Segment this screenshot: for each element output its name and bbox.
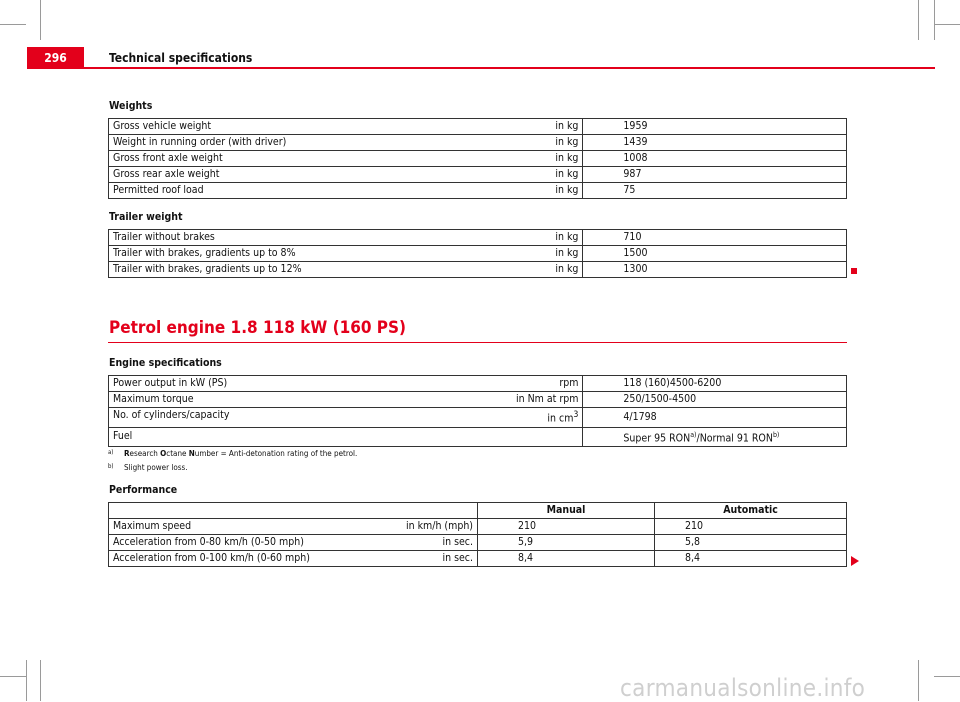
row-unit: in sec. (442, 552, 473, 564)
fuel-value-a: Super 95 RON (623, 432, 691, 444)
footnote-text: Slight power loss. (124, 463, 188, 472)
crop-mark (934, 0, 935, 40)
row-unit: in cm (547, 412, 574, 425)
engine-heading: Engine specifications (109, 357, 222, 369)
crop-mark (0, 24, 26, 25)
fuel-value-b: /Normal 91 RON (696, 432, 773, 444)
row-value: 75 (583, 183, 847, 199)
row-label: Trailer with brakes, gradients up to 8% (113, 247, 296, 259)
column-header-automatic: Automatic (655, 503, 847, 519)
value-manual: 210 (478, 519, 655, 535)
crop-mark (934, 24, 960, 25)
footnote-text: umber = Anti-detonation rating of the petrol. (194, 449, 358, 458)
row-unit: in kg (555, 247, 579, 259)
row-value: 1500 (583, 246, 847, 262)
table-row (109, 135, 847, 151)
row-label: Weight in running order (with driver) (113, 136, 287, 148)
row-value: 118 (160)4500-6200 (583, 376, 847, 392)
footnote-bold: R (124, 449, 130, 458)
footnote (108, 463, 188, 472)
row-unit-group (547, 408, 578, 427)
row-label: Gross rear axle weight (113, 168, 220, 180)
row-unit: in kg (555, 152, 579, 164)
table-row (109, 151, 847, 167)
row-unit: in km/h (mph) (405, 520, 473, 532)
row-value: 710 (583, 230, 847, 246)
row-label: Fuel (113, 430, 133, 443)
table-row (109, 119, 847, 135)
section-heading: Petrol engine 1.8 118 kW (160 PS) (109, 318, 407, 338)
unit-superscript: 3 (573, 410, 579, 420)
row-value: 987 (583, 167, 847, 183)
footnote-marker: a) (108, 449, 114, 456)
header-rule (27, 67, 935, 69)
footnote-bold: N (188, 449, 195, 458)
table-row (109, 519, 847, 535)
engine-table (108, 375, 847, 447)
row-unit: in Nm at rpm (515, 393, 579, 405)
table-row (109, 246, 847, 262)
row-value: 1300 (583, 262, 847, 278)
column-header-manual: Manual (478, 503, 655, 519)
row-label: No. of cylinders/capacity (113, 409, 230, 421)
table-row (109, 551, 847, 567)
table-row (109, 262, 847, 278)
footnote-bold: O (160, 449, 167, 458)
crop-mark (0, 676, 26, 677)
row-label: Acceleration from 0-100 km/h (0-60 mph) (113, 552, 310, 564)
table-row (109, 230, 847, 246)
page-title: Technical specifications (109, 51, 253, 65)
weights-heading: Weights (109, 100, 153, 112)
weights-table (108, 118, 847, 199)
value-manual: 5,9 (478, 535, 655, 551)
trailer-heading: Trailer weight (109, 211, 183, 223)
value-automatic: 8,4 (655, 551, 847, 567)
crop-mark (40, 0, 41, 40)
value-automatic: 5,8 (655, 535, 847, 551)
row-value: 1959 (583, 119, 847, 135)
table-row (109, 183, 847, 199)
trailer-table (108, 229, 847, 278)
row-value: 250/1500-4500 (583, 392, 847, 408)
footnote-marker: b) (108, 463, 114, 470)
table-row (109, 376, 847, 392)
row-unit: rpm (559, 377, 579, 389)
continue-arrow-icon (851, 556, 859, 566)
table-header-row (109, 503, 847, 519)
page-number: 296 (27, 47, 84, 69)
row-unit: in kg (555, 168, 579, 180)
performance-heading: Performance (109, 484, 178, 496)
value-manual: 8,4 (478, 551, 655, 567)
table-row (109, 408, 847, 428)
watermark: carmanualsonline.info (620, 674, 866, 702)
footnote-text: ctane (166, 449, 189, 458)
row-unit: in sec. (442, 536, 473, 548)
row-label: Gross vehicle weight (113, 120, 212, 132)
footnote (108, 449, 357, 458)
crop-mark (40, 660, 41, 701)
crop-mark (918, 660, 919, 701)
row-label: Acceleration from 0-80 km/h (0-50 mph) (113, 536, 304, 548)
footnote-ref: a) (690, 430, 697, 439)
crop-mark (918, 0, 919, 40)
footnote-text: esearch (129, 449, 161, 458)
table-row (109, 392, 847, 408)
performance-table (108, 502, 847, 567)
row-unit: in kg (555, 184, 579, 196)
crop-mark (934, 676, 960, 677)
row-label: Power output in kW (PS) (113, 377, 228, 389)
row-value (583, 427, 847, 447)
table-row (109, 535, 847, 551)
row-value: 1439 (583, 135, 847, 151)
table-row (109, 427, 847, 447)
row-label: Maximum speed (113, 520, 192, 532)
row-label: Trailer without brakes (113, 231, 215, 243)
crop-mark (26, 660, 27, 701)
section-rule (108, 342, 847, 343)
footnote-ref: b) (772, 430, 780, 439)
row-value: 1008 (583, 151, 847, 167)
value-automatic: 210 (655, 519, 847, 535)
row-label: Maximum torque (113, 393, 194, 405)
table-row (109, 167, 847, 183)
row-label: Trailer with brakes, gradients up to 12% (113, 263, 302, 275)
row-unit: in kg (555, 231, 579, 243)
row-value: 4/1798 (583, 408, 847, 428)
section-end-marker (851, 268, 857, 274)
row-unit: in kg (555, 120, 579, 132)
row-unit: in kg (555, 263, 579, 275)
row-label: Gross front axle weight (113, 152, 223, 164)
row-unit: in kg (555, 136, 579, 148)
row-label: Permitted roof load (113, 184, 204, 196)
